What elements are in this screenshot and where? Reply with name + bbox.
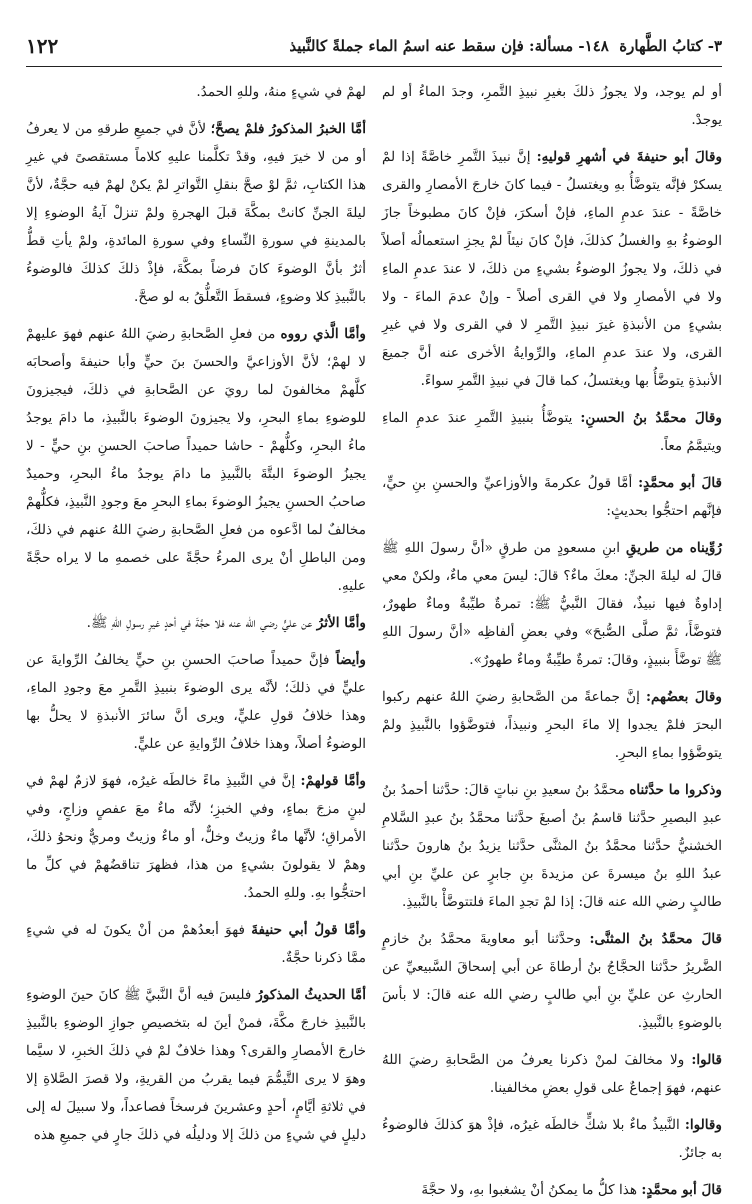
paragraph-text: إنَّ في النَّبيذِ ماءً خالطَه غيرُه، فهوَ لازمٌ لهمْ في لبنٍ مزجَ بماءٍ، وفي الخبزِ؛ لأنَّه ماءٌ معَ عفصٍ وزاجٍ، وفي الأمراقِ؛ لأنَّها ماءٌ وزيتٌ وخلٌّ، أو ماءٌ وزيتٌ ومريٌّ ونحوُ ذلكَ، وهمْ لا يقولونَ بشيءٍ من هذا، فظهرَ تناقضُهمْ في كلِّ ما احتجُّوا بهِ. وللهِ الحمدُ. xyxy=(26,773,366,901)
paragraph xyxy=(26,115,366,311)
paragraph-lead: قالَ أبو محمَّدٍ: xyxy=(638,475,722,491)
paragraph-text: إنَّ جماعةً من الصَّحابةِ رضيَ اللهُ عنهم ركبوا البحرَ فلمْ يجدوا إلا ماءَ البحرِ ونبيذاً، فتوضَّؤوا بالنَّبيذِ ولمْ يتوضَّؤوا بماءِ البحرِ. xyxy=(382,689,722,761)
paragraph-text: أمَّا قولُ عكرمةَ والأوزاعيِّ والحسنِ بنِ حيٍّ، فإنَّهم احتجُّوا بحديثٍ: xyxy=(382,475,722,519)
paragraph-text: يتوضَّأُ بنبيذِ التَّمرِ عندَ عدمِ الماءِ ويتيمَّمُ معاً. xyxy=(382,410,722,454)
paragraph-text: إنَّ نبيذَ التَّمرِ خاصَّةً إذا لمْ يسكرْ فإنَّه يتوضَّأُ بهِ ويغتسلُ - فيما كانَ خارجَ الأمصارِ والقرى خاصَّةً - عندَ عدمِ الماءِ، فإنْ أسكرَ، فإنْ كانَ مطبوخاً جازَ الوضوءُ بهِ والغسلُ كذلكَ، فإنْ كانَ نيئاً لمْ يجزِ استعمالُه أصلاً في ذلكَ، ولا يجوزُ الوضوءُ بشيءٍ من ذلكَ، لا عندَ عدمِ الماءِ ولا في الأمصارِ ولا في القرى أصلاً - وإنْ عدمَ الماءَ - ولا بشيءٍ من الأنبذةِ غيرَ نبيذِ التَّمرِ لا في القرى ولا في غيرِ القرى، ولا عندَ عدمِ الماءِ، والرِّوايةُ الأخرى عنه أنَّ جميعَ الأنبذةِ يتوضَّأُ بها ويغتسلُ، كما قالَ في نبيذِ التَّمرِ سواءً. xyxy=(382,149,722,389)
paragraph xyxy=(26,320,366,600)
paragraph-lead: وقالَ محمَّدُ بنُ الحسنِ: xyxy=(580,410,722,426)
paragraph xyxy=(26,767,366,907)
paragraph-lead: وقالَ أبو حنيفةَ في أشهرِ قوليهِ: xyxy=(536,149,723,165)
paragraph-lead: وقالوا: xyxy=(684,1117,722,1133)
paragraph-text: فهوَ أبعدُهمْ من أنْ يكونَ له في شيءٍ ممَّا ذكرنا حجَّةٌ. xyxy=(26,922,366,966)
paragraph xyxy=(26,646,366,758)
paragraph-lead: أمَّا الحديثُ المذكورُ xyxy=(256,987,366,1003)
paragraph-text: هذا كلُّ ما يمكنُ أنْ يشغبوا بهِ، ولا حجَّةَ xyxy=(421,1182,638,1198)
paragraph xyxy=(382,404,722,460)
paragraph xyxy=(382,1046,722,1102)
paragraph-text: فإنَّ حميداً صاحبَ الحسنِ بنِ حيٍّ يخالفُ الرِّوايةَ عن عليٍّ في ذلكَ؛ لأنَّه يرى الوضوءَ بنبيذِ التَّمرِ معَ وجودِ الماءِ، وهذا خلافُ قولِ عليٍّ، ويرى أنَّ سائرَ الأنبذةِ لا يحلُّ بها الوضوءُ أصلاً، وهذا خلافُ الرِّوايةِ عن عليٍّ. xyxy=(26,652,366,752)
paragraph-lead: وأمَّا الَّذي رووه xyxy=(280,326,366,342)
paragraph-text: وحدَّثنا أبو معاويةَ محمَّدُ بنُ خازمٍ الضَّريرُ حدَّثنا الحجَّاجُ بنُ أرطاةَ عن أبي إسحاقَ السَّبيعيِّ عن الحارثِ عن عليِّ بنِ أبي طالبٍ رضي الله عنه قالَ: لا بأسَ بالوضوءِ بالنَّبيذِ. xyxy=(382,931,722,1031)
running-header xyxy=(26,26,722,67)
paragraph xyxy=(26,981,366,1149)
text-columns xyxy=(26,78,723,1198)
paragraph-lead: وأمَّا الأثرُ xyxy=(316,615,366,631)
paragraph-text: أو لم يوجد، ولا يجوزُ ذلكَ بغيرِ نبيذِ التَّمرِ، وجدَ الماءُ أو لم يوجدْ. xyxy=(382,84,722,128)
paragraph-lead: وقالَ بعضُهم: xyxy=(645,689,722,705)
chapter-title: ٣- كتابُ الطَّهارة xyxy=(619,37,722,55)
paragraph-lead: وأمَّا قولُ أبي حنيفةَ xyxy=(251,922,367,938)
paragraph-lead: أمَّا الخبرُ المذكورُ فلمْ يصحَّ؛ xyxy=(210,121,366,137)
header-title xyxy=(289,37,722,55)
paragraph-lead: رُوِّيناه من طريقِ xyxy=(625,540,722,556)
paragraph xyxy=(382,683,722,767)
paragraph xyxy=(382,1176,722,1204)
paragraph-lead: وأيضاً xyxy=(335,652,366,668)
left-column xyxy=(26,78,367,1143)
paragraph xyxy=(382,925,722,1037)
right-column xyxy=(382,78,723,1198)
issue-title: ١٤٨- مسألة: فإن سقط عنه اسمُ الماء جملةً كالنَّبيذ xyxy=(289,37,609,55)
paragraph-lead: قالَ محمَّدُ بنُ المثنَّى: xyxy=(589,931,722,947)
paragraph-text: عن عليٍّ رضي الله عنه فلا حجَّةَ في أحدٍ غيرِ رسولِ اللهِ ﷺ. xyxy=(86,615,313,631)
paragraph xyxy=(26,78,366,106)
paragraph xyxy=(26,916,366,972)
paragraph xyxy=(382,1111,722,1167)
paragraph xyxy=(382,78,722,134)
paragraph-text: لأنَّ في جميعِ طرقهِ من لا يعرفُ أو من لا خيرَ فيهِ، وقدْ تكلَّمنا عليهِ كلاماً مستقصىً في غيرِ هذا الكتابِ، ثمَّ لوْ صحَّ بنقلِ التَّواترِ لمْ يكنْ لهمْ فيه حجَّةٌ، لأنَّ ليلةَ الجنِّ كانتْ بمكَّةَ قبلَ الهجرةِ ولمْ تنزلْ آيةُ الوضوءِ إلا بالمدينةِ في سورةِ النِّساءِ وفي سورةِ المائدةِ، ولمْ يأتِ قطُّ أثرٌ بأنَّ الوضوءَ كانَ فرضاً بمكَّةَ، فإذْ ذلكَ كذلكَ فالوضوءُ بالنَّبيذِ كلا وضوءٍ، فسقطَ التَّعلُّقُ به لو صحَّ. xyxy=(26,121,366,305)
paragraph-text: من فعلِ الصَّحابةِ رضيَ اللهُ عنهم فهوَ عليهمْ لا لهمْ؛ لأنَّ الأوزاعيَّ والحسنَ بنَ حيٍّ وأبا حنيفةَ وأصحابَه كلَّهمْ مخالفونَ لما رويَ عن الصَّحابةِ في ذلكَ، فيجيزونَ للوضوءِ بماءِ البحرِ، ولا يجيزونَ الوضوءَ بالنَّبيذِ، ما دامَ يوجدُ ماءُ البحرِ، وكلُّهمْ - حاشا حميداً صاحبَ الحسنِ بنِ حيٍّ - لا يجيزُ الوضوءَ البتَّةَ بالنَّبيذِ ما دامَ يوجدُ ماءُ البحرِ، وحميدٌ صاحبُ الحسنِ يجيزُ الوضوءَ بماءِ البحرِ معَ وجودِ النَّبيذِ، فكلُّهمْ مخالفٌ لما ادَّعوه من فعلِ الصَّحابةِ رضيَ اللهُ عنهم في ذلكَ، ومن الباطلِ أنْ يرى المرءُ حجَّةً على خصمهِ ما لا يراه حجَّةً عليهِ. xyxy=(26,326,366,594)
page-number: ١٢٢ xyxy=(26,34,59,58)
paragraph-lead: قالوا: xyxy=(691,1052,722,1068)
paragraph xyxy=(382,534,722,674)
paragraph-text: محمَّدُ بنُ سعيدِ بنِ نباتٍ قالَ: حدَّثنا أحمدُ بنُ عبدِ البصيرِ حدَّثنا قاسمُ بنُ أصبغَ حدَّثنا محمَّدُ بنُ عبدِ السَّلامِ الخشنيُّ حدَّثنا محمَّدُ بنُ المثنَّى حدَّثنا يزيدُ بنُ هارونَ حدَّثنا عبدُ اللهِ بنُ ميسرةَ عن مزيدةَ بنِ جابرٍ عن عليِّ بنِ أبي طالبٍ رضي الله عنه قالَ: إذا لمْ تجدِ الماءَ فلتتوضَّأْ بالنَّبيذِ. xyxy=(382,782,722,910)
paragraph-lead: وذكروا ما حدَّثناه xyxy=(629,782,722,798)
paragraph xyxy=(382,469,722,525)
paragraph-text: النَّبيذُ ماءٌ بلا شكٍّ خالطَه غيرُه، فإذْ هوَ كذلكَ فالوضوءُ به جائزٌ. xyxy=(382,1117,722,1161)
paragraph xyxy=(382,776,722,916)
paragraph-text: فليسَ فيه أنَّ النَّبيَّ ﷺ كانَ حينَ الوضوءِ بالنَّبيذِ خارجَ مكَّةَ، فمنْ أينَ له بتخصيصِ جوازِ الوضوءِ بالنَّبيذِ خارجَ الأمصارِ والقرى؟ وهذا خلافٌ لمْ في ذلكَ الخبرِ، لا سيَّما وهوَ لا يرى التَّيمُّمَ فيما يقربُ من القريةِ، ولا قصرَ الصَّلاةِ إلا في ثلاثةِ أيَّامٍ، أحدٍ وعشرينَ فرسخاً فصاعداً، ولا سبيلَ له إلى دليلٍ في شيءٍ من ذلكَ إلا ودليلُه في ذلكَ جارٍ في جميعِ هذه xyxy=(26,987,366,1143)
paragraph xyxy=(382,143,722,395)
paragraph xyxy=(26,609,366,637)
paragraph-text: ابنِ مسعودٍ من طرقٍ «أنَّ رسولَ اللهِ ﷺ قالَ له ليلةَ الجنِّ: معكَ ماءٌ؟ قالَ: ليسَ معي ماءٌ، ولكنْ معي إداوةٌ فيها نبيذٌ، فقالَ النَّبيُّ ﷺ: تمرةٌ طيِّبةٌ وماءٌ طهورٌ، فتوضَّأَ، ثمَّ صلَّى الصُّبحَ» وفي بعضِ ألفاظِه «أنَّ رسولَ اللهِ ﷺ توضَّأَ بنبيذٍ، وقالَ: تمرةٌ طيِّبةٌ وماءٌ طهورٌ». xyxy=(382,540,722,668)
paragraph-text: ولا مخالفَ لمنْ ذكرنا يعرفُ من الصَّحابةِ رضيَ اللهُ عنهم، فهوَ إجماعٌ على قولِ بعضِ مخالفينا. xyxy=(382,1052,722,1096)
paragraph-lead: قالَ أبو محمَّدٍ: xyxy=(641,1182,722,1198)
paragraph-lead: وأمَّا قولهمْ: xyxy=(300,773,366,789)
paragraph-text: لهمْ في شيءٍ منهُ، وللهِ الحمدُ. xyxy=(196,84,366,100)
